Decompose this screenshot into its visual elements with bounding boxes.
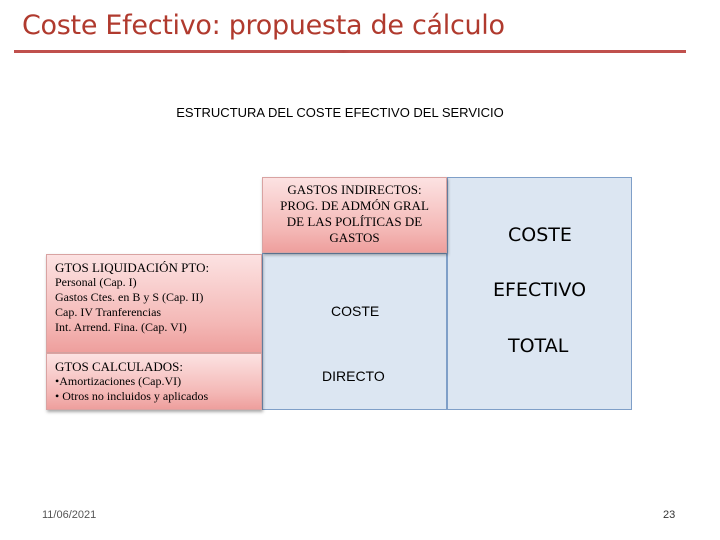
liquidacion-line: Cap. IV Tranferencias xyxy=(55,305,162,319)
coste-efectivo-label-2: EFECTIVO xyxy=(493,279,587,301)
indirect-line: GASTOS INDIRECTOS: xyxy=(287,182,422,197)
coste-efectivo-label-1: COSTE xyxy=(508,224,572,246)
liquidacion-line: Int. Arrend. Fina. (Cap. VI) xyxy=(55,320,187,334)
gastos-indirectos-box xyxy=(262,177,447,253)
calculados-heading: GTOS CALCULADOS: xyxy=(55,359,183,374)
gastos-liquidacion-box xyxy=(46,254,262,353)
calculados-line: • Otros no incluidos y aplicados xyxy=(55,389,209,403)
slide-title: Coste Efectivo: propuesta de cálculo xyxy=(22,10,505,41)
diagram-subtitle: ESTRUCTURA DEL COSTE EFECTIVO DEL SERVICIO xyxy=(176,105,504,120)
indirect-line: DE LAS POLÍTICAS DE xyxy=(286,214,423,229)
coste-efectivo-label-3: TOTAL xyxy=(508,335,569,357)
indirect-line: PROG. DE ADMÓN GRAL xyxy=(280,198,429,213)
indirect-line: GASTOS xyxy=(329,230,380,245)
coste-directo-label-2: DIRECTO xyxy=(322,368,385,384)
liquidacion-line: Personal (Cap. I) xyxy=(55,275,137,289)
liquidacion-line: Gastos Ctes. en B y S (Cap. II) xyxy=(55,290,204,304)
coste-directo-box xyxy=(262,253,447,410)
liquidacion-heading: GTOS LIQUIDACIÓN PTO: xyxy=(55,260,210,275)
title-divider xyxy=(14,50,686,53)
gastos-calculados-box xyxy=(46,353,262,410)
footer-date: 11/06/2021 xyxy=(42,509,97,521)
calculados-line: •Amortizaciones (Cap.VI) xyxy=(55,374,182,388)
page-number: 23 xyxy=(663,509,676,521)
coste-directo-label-1: COSTE xyxy=(331,303,380,319)
